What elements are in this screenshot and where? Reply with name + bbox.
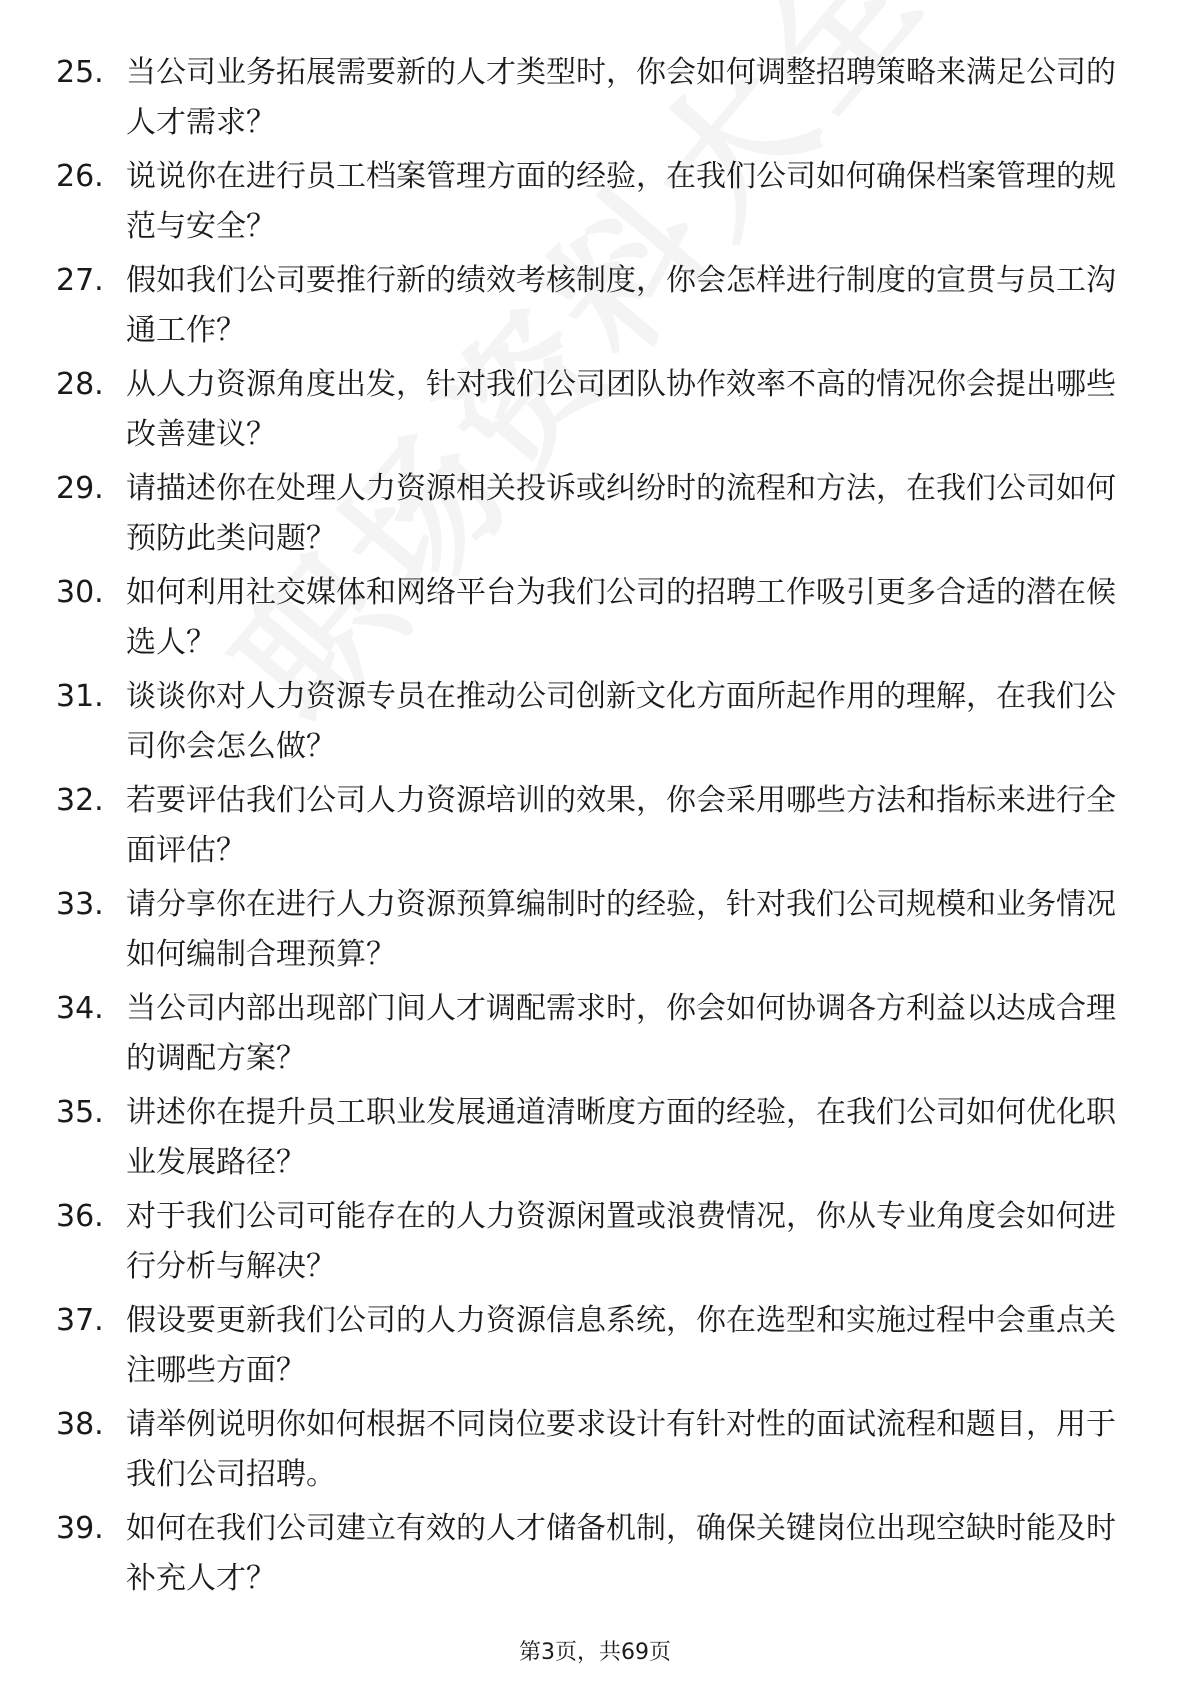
question-item — [0, 360, 1190, 464]
question-text: 谈谈你对人力资源专员在推动公司创新文化方面所起作用的理解，在我们公司你会怎么做？ — [126, 679, 1116, 764]
question-item — [0, 1088, 1190, 1192]
question-text: 请分享你在进行人力资源预算编制时的经验，针对我们公司规模和业务情况如何编制合理预算？ — [126, 887, 1116, 972]
question-item — [0, 1296, 1190, 1400]
question-number: 36. — [56, 1199, 104, 1234]
page-number-label: 第3页，共69页 — [519, 1640, 671, 1665]
question-item — [0, 464, 1190, 568]
question-number: 38. — [56, 1407, 104, 1442]
question-item — [0, 1400, 1190, 1504]
question-list — [0, 48, 1190, 1608]
question-text: 假如我们公司要推行新的绩效考核制度，你会怎样进行制度的宣贯与员工沟通工作？ — [126, 263, 1116, 348]
question-item — [0, 672, 1190, 776]
question-number: 35. — [56, 1095, 104, 1130]
question-item — [0, 1192, 1190, 1296]
question-text: 请举例说明你如何根据不同岗位要求设计有针对性的面试流程和题目，用于我们公司招聘。 — [126, 1407, 1116, 1492]
question-number: 37. — [56, 1303, 104, 1338]
question-number: 31. — [56, 679, 104, 714]
question-number: 33. — [56, 887, 104, 922]
question-text: 从人力资源角度出发，针对我们公司团队协作效率不高的情况你会提出哪些改善建议？ — [126, 367, 1116, 452]
question-item — [0, 984, 1190, 1088]
question-number: 28. — [56, 367, 104, 402]
question-number: 26. — [56, 159, 104, 194]
question-number: 34. — [56, 991, 104, 1026]
question-text: 假设要更新我们公司的人力资源信息系统，你在选型和实施过程中会重点关注哪些方面？ — [126, 1303, 1116, 1388]
question-item — [0, 1504, 1190, 1608]
question-number: 39. — [56, 1511, 104, 1546]
question-text: 当公司业务拓展需要新的人才类型时，你会如何调整招聘策略来满足公司的人才需求？ — [126, 55, 1116, 140]
question-text: 若要评估我们公司人力资源培训的效果，你会采用哪些方法和指标来进行全面评估？ — [126, 783, 1116, 868]
page-footer — [0, 1635, 1190, 1666]
question-text: 讲述你在提升员工职业发展通道清晰度方面的经验，在我们公司如何优化职业发展路径？ — [126, 1095, 1116, 1180]
question-number: 25. — [56, 55, 104, 90]
question-number: 27. — [56, 263, 104, 298]
question-item — [0, 48, 1190, 152]
question-item — [0, 776, 1190, 880]
question-item — [0, 152, 1190, 256]
question-item — [0, 568, 1190, 672]
question-number: 30. — [56, 575, 104, 610]
question-number: 32. — [56, 783, 104, 818]
question-text: 如何在我们公司建立有效的人才储备机制，确保关键岗位出现空缺时能及时补充人才？ — [126, 1511, 1116, 1596]
question-item — [0, 256, 1190, 360]
question-text: 请描述你在处理人力资源相关投诉或纠纷时的流程和方法，在我们公司如何预防此类问题？ — [126, 471, 1116, 556]
question-item — [0, 880, 1190, 984]
question-text: 对于我们公司可能存在的人力资源闲置或浪费情况，你从专业角度会如何进行分析与解决？ — [126, 1199, 1116, 1284]
question-text: 如何利用社交媒体和网络平台为我们公司的招聘工作吸引更多合适的潜在候选人？ — [126, 575, 1116, 660]
question-text: 说说你在进行员工档案管理方面的经验，在我们公司如何确保档案管理的规范与安全？ — [126, 159, 1116, 244]
question-text: 当公司内部出现部门间人才调配需求时，你会如何协调各方利益以达成合理的调配方案？ — [126, 991, 1116, 1076]
question-number: 29. — [56, 471, 104, 506]
